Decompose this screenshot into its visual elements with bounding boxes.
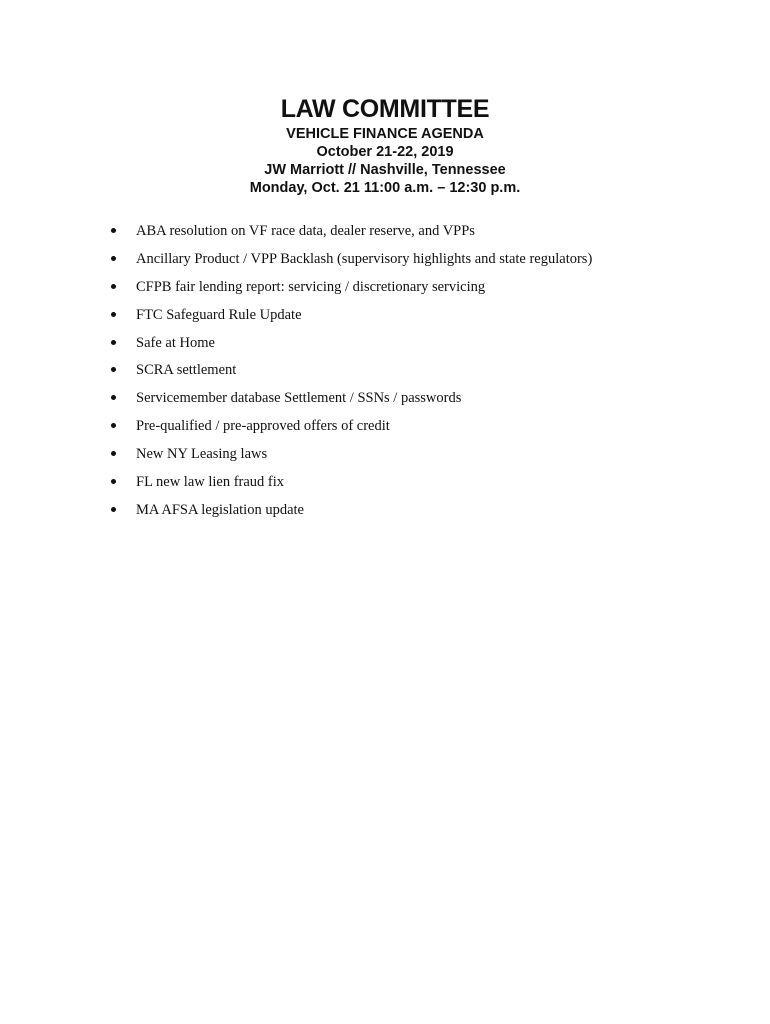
page-title: LAW COMMITTEE <box>280 95 490 123</box>
agenda-item <box>108 416 592 444</box>
agenda-item <box>108 249 592 277</box>
agenda-item-text: FTC Safeguard Rule Update <box>136 306 302 323</box>
bullet-icon <box>111 284 116 289</box>
bullet-icon <box>111 395 116 400</box>
bullet-icon <box>111 228 116 233</box>
bullet-icon <box>111 367 116 372</box>
agenda-item-text: ABA resolution on VF race data, dealer reserve, and VPPs <box>136 223 475 239</box>
agenda-item-text: CFPB fair lending report: servicing / discretionary servicing <box>136 278 486 295</box>
bullet-icon <box>111 340 116 345</box>
meeting-dates: October 21-22, 2019 <box>316 144 454 160</box>
bullet-icon <box>111 312 116 317</box>
agenda-header <box>0 93 770 197</box>
agenda-item <box>108 305 592 333</box>
agenda-item <box>108 360 592 388</box>
session-time: Monday, Oct. 21 11:00 a.m. – 12:30 p.m. <box>249 180 521 196</box>
agenda-item-text: Servicemember database Settlement / SSNs / passwords <box>136 390 462 407</box>
agenda-item <box>108 500 592 528</box>
agenda-item <box>108 388 592 416</box>
agenda-item-text: New NY Leasing laws <box>136 446 268 463</box>
agenda-item-text: Pre-qualified / pre-approved offers of credit <box>136 418 390 435</box>
agenda-item <box>108 221 592 249</box>
agenda-item <box>108 277 592 305</box>
bullet-icon <box>111 479 116 484</box>
agenda-item-text: FL new law lien fraud fix <box>136 474 285 491</box>
agenda-list <box>108 221 592 528</box>
agenda-item-text: Ancillary Product / VPP Backlash (supervisory highlights and state regulators) <box>136 250 593 267</box>
agenda-item <box>108 472 592 500</box>
bullet-icon <box>111 507 116 512</box>
bullet-icon <box>111 451 116 456</box>
agenda-item <box>108 444 592 472</box>
agenda-item-text: Safe at Home <box>136 334 215 351</box>
agenda-item-text: MA AFSA legislation update <box>136 501 304 518</box>
bullet-icon <box>111 423 116 428</box>
agenda-item <box>108 333 592 361</box>
bullet-icon <box>111 256 116 261</box>
meeting-location: JW Marriott // Nashville, Tennessee <box>264 162 506 178</box>
agenda-subtitle: VEHICLE FINANCE AGENDA <box>286 126 484 142</box>
agenda-item-text: SCRA settlement <box>136 362 237 379</box>
